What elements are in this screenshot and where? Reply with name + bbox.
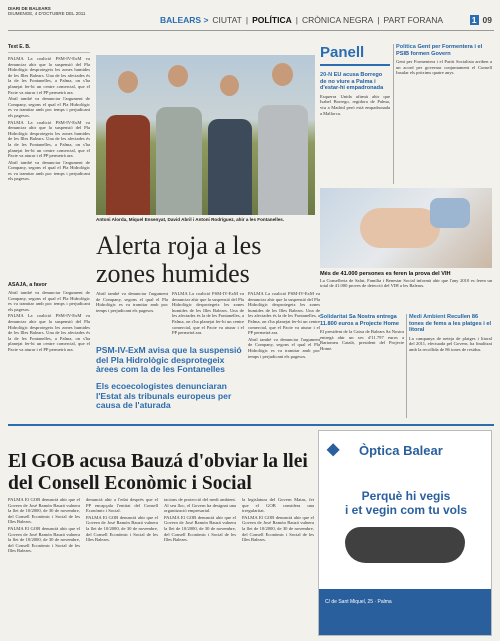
vih-photo [320, 188, 492, 268]
paper-name: DIARI DE BALEARS [8, 6, 51, 11]
nav-item-ciutat[interactable]: CIUTAT [212, 15, 242, 25]
sunglasses-icon [345, 527, 465, 563]
vih-caption: Més de 41.000 persones es feren la prova del VIH La Conselleria de Salut, Família i Benestar Social informà ahir que l'any 2010 es feren un total de 41.000 proves de detecció del VIH a les Balears. [320, 271, 492, 289]
photo-caption: Antoni Alorda, Miquel Ensenyat, David Abril i Antoni Rodríguez, ahir a les Fontanelles. [96, 217, 285, 222]
panell-item-1[interactable]: 20-N EU acusa Borrego de no viure a Palma i d'estar-hi empadronada Esquerra Unida afirmà ahir que Isabel Borrego, regidora de Palma, viu a Madrid però està empadronada a Mallorca. [320, 72, 390, 116]
gob-body-col2: denuncià ahir a l'edat desprès que el PP encapçala l'entitat del Consell Econòmic i Social. PALMA El GOB denuncià ahir que el Govern de José Ramón Bauzá vulnera la llei de 10/2000, de 30 de novembre, del Consell Econòmic i Social de les Illes Balears. [86, 497, 158, 543]
lead-body-col1: PALMA La coalició PSM-IV-ExM va denunciar ahir que la suspensió del Pla Hidrològic desprotegeix les zones humides de les Illes Balears. Una de les afectades és la de les Fontanelles, a Palma, on s'ha planejat fer-hi un centre comercial, que el Pacte va aturar i el PP permetrà ara. Abril també va denunciar l'argument de Company, segons el qual el Pla Hidrològic es va tramitar amb poc temps i perjudicant els pagesos. PALMA La coalició PSM-IV-ExM va denunciar ahir que la suspensió del Pla Hidrològic desprotegeix les zones humides de les Illes Balears. Una de les afectades és la de les Fontanelles, a Palma, on s'ha planejat fer-hi un centre comercial, que el Pacte va aturar i el PP permetrà ara. Abril també va denunciar l'argument de Company, segons el qual el Pla Hidrològic es va tramitar amb poc temps i perjudicant els pagesos. [8, 56, 90, 182]
ad-address: C/ de Sant Miquel, 25 · Palma [325, 599, 392, 605]
masthead [8, 6, 85, 16]
panell-title: Panell [320, 44, 390, 66]
lead-body-col4: PALMA La coalició PSM-IV-ExM va denunciar ahir que la suspensió del Pla Hidrològic desprotegeix les zones humides de les Illes Balears. Una de les afectades és la de les Fontanelles, a Palma, on s'ha planejat fer-hi un centre comercial, que el Pacte va aturar i el PP permetrà ara. Abril també va denunciar l'argument de Company, segons el qual el Pla Hidrològic es va tramitar amb poc temps i perjudicant els pagesos. [248, 291, 320, 359]
gob-body-col3: tacions de protecció del medi ambient. Al seu lloc, el Govern ha designat una organització empresarial. PALMA El GOB denuncià ahir que el Govern de José Ramón Bauzá vulnera la llei de 10/2000, de 30 de novembre, del Consell Econòmic i Social de les Illes Balears. [164, 497, 236, 543]
lead-subhead-1: PSM-IV-ExM avisa que la suspensió del Pla Hidrològic desprotegeix àrees com la de les Fontanelles [96, 345, 242, 375]
ad-slogan: Perquè hi vegis i et vegin com tu vols [344, 489, 468, 517]
nav-item-part-forana[interactable]: PART FORANA [383, 15, 444, 25]
ad-brand: Òptica Balear [359, 443, 443, 458]
panell-item-3[interactable]: Solidaritat Sa Nostra entrega 11.800 euros a Projecte Home El president de la Caixa de Balears Sa Nostra entregà ahir un xec d'11.797 euros a Bartomeu Catalá, president del Projecte Home. [320, 314, 404, 351]
section-nav: BALEARS > CIUTAT | POLÍTICA | CRÒNICA NEGRA | PART FORANA 1 09 [160, 15, 492, 25]
gob-headline: El GOB acusa Bauzá d'obviar la llei del Consell Econòmic i Social [8, 451, 308, 494]
top-rule [8, 30, 494, 31]
lead-headline: Alerta roja a les zones humides [96, 231, 262, 288]
lead-subhead-2: Els ecoecologistes denunciaran l'Estat als tribunals europeus per causa de l'aturada [96, 381, 232, 411]
page-number: 1 09 [471, 15, 492, 25]
ad-logo-icon: ◆ [327, 441, 340, 458]
gob-body-col4: la legislatura del Govern Matas, fet que el GOB considera una irregularitat. PALMA El GOB denuncià ahir que el Govern de José Ramón Bauzá vulnera la llei de 10/2000, de 30 de novembre, del Consell Econòmic i Social de les Illes Balears. [242, 497, 314, 543]
byline: Text E. B. [8, 44, 31, 50]
nav-item-cronica[interactable]: CRÒNICA NEGRA [301, 15, 374, 25]
gob-body-col1: PALMA El GOB denuncià ahir que el Govern de José Ramón Bauzá vulnera la llei de 10/2000, de 30 de novembre, del Consell Econòmic i Social de les Illes Balears. PALMA El GOB denuncià ahir que el Govern de José Ramón Bauzá vulnera la llei de 10/2000, de 30 de novembre, del Consell Econòmic i Social de les Illes Balears. [8, 497, 80, 554]
optica-ad[interactable] [318, 430, 492, 636]
aside-title: ASAJA, a favor [8, 282, 47, 288]
lead-body-col2: Abril també va denunciar l'argument de Company, segons el qual el Pla Hidrològic es va tramitar amb poc temps i perjudicant els pagesos. [96, 291, 168, 313]
nav-section[interactable]: BALEARS > [160, 15, 209, 25]
panell-item-2[interactable]: Política Gent per Formentera i el PSIB formen Govern Gent per Formentera i el Partit Socialista arriben a un acord per governar conjuntament el Consell Insular els pròxims quatre anys. [396, 44, 492, 76]
lead-photo [96, 55, 315, 215]
paper-date: DIUMENGE, 4 D'OCTUBRE DEL 2011 [8, 11, 86, 16]
lead-body-col3: PALMA La coalició PSM-IV-ExM va denunciar ahir que la suspensió del Pla Hidrològic desprotegeix les zones humides de les Illes Balears. Una de les afectades és la de les Fontanelles, a Palma, on s'ha planejat fer-hi un centre comercial, que el Pacte va aturar i el PP permetrà ara. [172, 291, 244, 336]
nav-item-politica[interactable]: POLÍTICA [252, 15, 292, 25]
panell-item-4[interactable]: Medi Ambient Recullen 86 tones de fems a les platges i el litoral La campanya de neteja de platges i litoral del 2011, efectuada pel Govern, ha finalitzat amb la recollida de 86 tones de residus. [409, 314, 492, 352]
aside-body: Abril també va denunciar l'argument de Company, segons el qual el Pla Hidrològic es va tramitar amb poc temps i perjudicant els pagesos. PALMA La coalició PSM-IV-ExM va denunciar ahir que la suspensió del Pla Hidrològic desprotegeix les zones humides de les Illes Balears. Una de les afectades és la de les Fontanelles, a Palma, on s'ha planejat fer-hi un centre comercial, que el Pacte va aturar i el PP permetrà ara. [8, 290, 90, 352]
